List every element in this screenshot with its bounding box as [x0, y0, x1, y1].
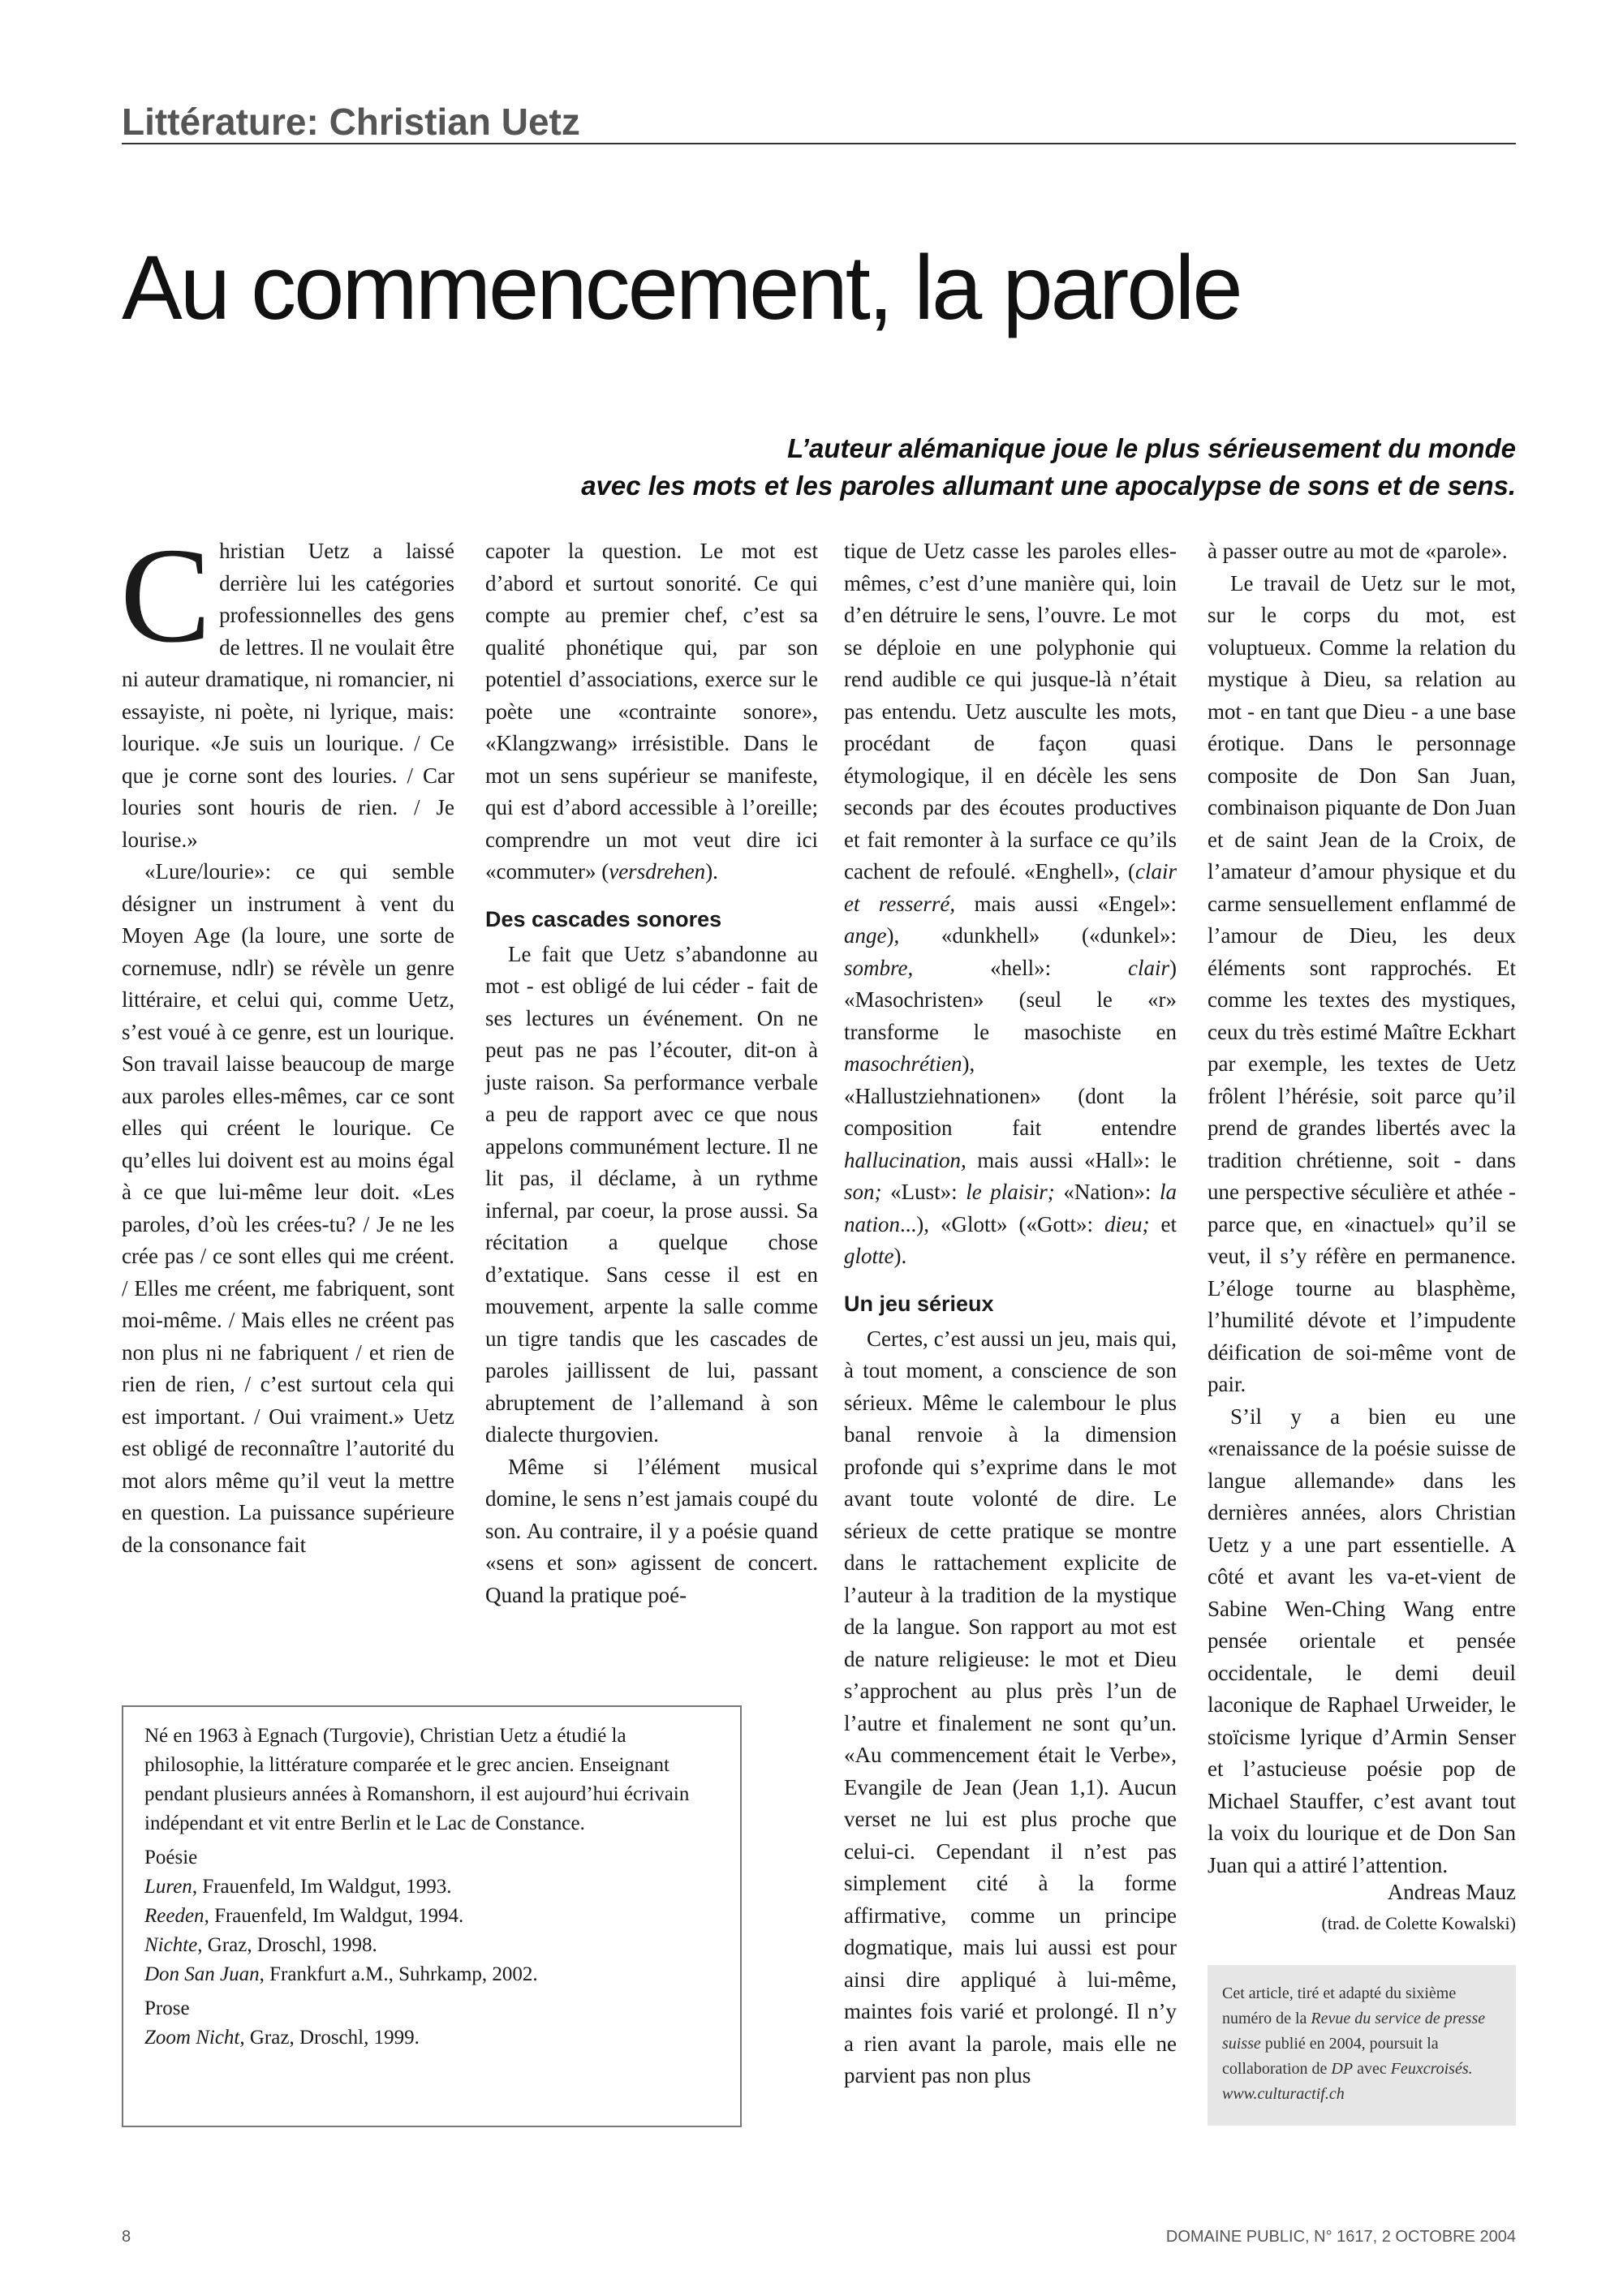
publication-info: DOMAINE PUBLIC, N° 1617, 2 OCTOBRE 2004 [1165, 2228, 1516, 2246]
paragraph: tique de Uetz casse les paroles elles-mêmes, c’est d’une manière qui, loin d’en détruire le sens, l’ouvre. Le mot se déploie en une polyphonie qui rend audible ce qui jusque-là n’était pas entendu. Uetz ausculte les mots, procédant de façon quasi étymologique, il en décèle les sens seconds par des écoutes productives et fait remonter à la surface ce qu’ils cachent de refoulé. «Enghell», (clair et resserré, mais aussi «Engel»: ange), «dunkhell» («dunkel»: sombre, «hell»: clair) «Masochristen» (seul le «r» transforme le masochiste en masochrétien), «Hallustziehnationen» (dont la composition fait entendre hallucination, mais aussi «Hall»: le son; «Lust»: le plaisir; «Nation»: la nation...), «Glott» («Gott»: dieu; et glotte). [844, 539, 1177, 1268]
poetry-heading: Poésie [144, 1847, 198, 1868]
bibliography-item: Don San Juan, Frankfurt a.M., Suhrkamp, 2002. [144, 1963, 538, 1985]
lead-line-2: avec les mots et les paroles allumant une apocalypse de sons et de sens. [581, 471, 1516, 501]
paragraph: «Lure/lourie»: ce qui semble désigner un instrument à vent du Moyen Age (la loure, une sorte de cornemuse, ndlr) se révèle un genre littéraire, et celui qui, comme Uetz, s’est voué à ce genre, est un lourique. Son travail laisse beaucoup de marge aux paroles elles-mêmes, car ce sont elles qui créent le lourique. Ce qu’elles lui doivent est au moins égal à ce que lui-même leur doit. «Les paroles, d’où les crées-tu? / Je ne les crée pas / ce sont elles qui me créent. / Elles me créent, me fabriquent, sont moi-même. / Mais elles ne créent pas non plus ni ne fabriquent / et rien de rien de rien, / c’est surtout cela qui est important. / Oui vraiment.» Uetz est obligé de reconnaître l’autorité du mot alors même qu’il veut la mettre en question. La puissance supérieure de la consonance fait [122, 859, 454, 1557]
article-column-2 [485, 535, 818, 1639]
paragraph: Certes, c’est aussi un jeu, mais qui, à tout moment, a conscience de son sérieux. Même le calembour le plus banal renvoie à la dimension profonde qui s’exprime dans le mot avant toute volonté de dire. Le sérieux de cette pratique se montre dans le rattachement explicite de l’auteur à la tradition de la mystique de la langue. Son rapport au mot est de nature religieuse: le mot et Dieu s’approchent au plus près l’un de l’autre et finalement ne sont qu’un. «Au commencement était le Verbe», Evangile de Jean (Jean 1,1). Aucun verset ne lui est plus proche que celui-ci. Cependant il n’est pas simplement cité à la forme affirmative, comme un principe dogmatique, mais lui aussi est pour ainsi dire appliqué à lui-même, maintes fois varié et prolongé. Il n’y a rien avant la parole, mais elle ne parvient pas non plus [844, 1326, 1177, 2087]
drop-cap: C [120, 520, 212, 671]
paragraph: Christian Uetz a laissé derrière lui les catégories professionnelles des gens de lettres. Il ne voulait être ni auteur dramatique, ni romancier, ni essayiste, ni poète, ni lyrique, mais: lourique. «Je suis un lourique. / Ce que je corne sont des louries. / Car louries sont houris de rien. / Je lourise.» [120, 520, 454, 852]
author-signature: Andreas Mauz [1387, 1880, 1516, 1904]
article-title: Au commencement, la parole [122, 237, 1241, 338]
lead-line-1: L’auteur alémanique joue le plus sérieusement du monde [787, 433, 1516, 463]
bio-intro: Né en 1963 à Egnach (Turgovie), Christian Uetz a étudié la philosophie, la littérature comparée et le grec ancien. Enseignant pendant plusieurs années à Romanshorn, il est aujourd’hui écrivain indépendant et vit entre Berlin et le Lac de Constance. [144, 1725, 690, 1834]
prose-heading: Prose [144, 1997, 190, 2019]
subheading: Un jeu sérieux [844, 1291, 994, 1316]
paragraph: Même si l’élément musical domine, le sens n’est jamais coupé du son. Au contraire, il y a poésie quand «sens et son» agissent de concert. Quand la pratique poé- [485, 1454, 818, 1607]
website-link[interactable]: www.culturactif.ch [1222, 2085, 1345, 2103]
paragraph: Le fait que Uetz s’abandonne au mot - est obligé de lui céder - fait de ses lectures un événement. On ne peut pas ne pas l’écouter, dit-on à juste raison. Sa performance verbale a peu de rapport avec ce que nous appelons communément lecture. Il ne lit pas, il déclame, à un rythme infernal, par coeur, la prose aussi. Sa récitation a quelque chose d’extatique. Sans cesse il est en mouvement, arpente la salle comme un tigre tandis que les cascades de paroles jaillissent de lui, passant abruptement de l’allemand à son dialecte thurgovien. [485, 941, 818, 1447]
translator-credit: (trad. de Colette Kowalski) [1321, 1913, 1516, 1933]
source-note-box: Cet article, tiré et adapté du sixième numéro de la Revue du service de presse suisse publié en 2004, poursuit la collaboration de DP avec Feuxcroisés. www.culturactif.ch [1208, 1965, 1516, 2126]
bibliography-item: Reeden, Frauenfeld, Im Waldgut, 1994. [144, 1905, 464, 1927]
article-column-4 [1208, 535, 1516, 1877]
bibliography-item: Nichte, Graz, Droschl, 1998. [144, 1934, 377, 1956]
author-bio-box [122, 1705, 742, 2127]
paragraph: S’il y a bien eu une «renaissance de la poésie suisse de langue allemande» dans les dernières années, alors Christian Uetz y a une part essentielle. A côté et avant les va-et-vient de Sabine Wen-Ching Wang entre pensée orientale et pensée occidentale, le demi deuil laconique de Raphael Urweider, le stoïcisme lyrique d’Armin Senser et l’astucieuse poésie pop de Michael Stauffer, c’est avant tout la voix du lourique et de Don San Juan qui a attiré l’attention. [1208, 1404, 1516, 1877]
section-rubric: Littérature: Christian Uetz [122, 99, 1516, 144]
bibliography-item: Luren, Frauenfeld, Im Waldgut, 1993. [144, 1876, 452, 1898]
article-lead [325, 430, 1516, 505]
paragraph: à passer outre au mot de «parole». [1208, 539, 1508, 563]
page-number: 8 [122, 2228, 131, 2246]
article-column-1 [120, 520, 454, 1639]
article-column-3 [844, 535, 1177, 2158]
paragraph: capoter la question. Le mot est d’abord et surtout sonorité. Ce qui compte au premier chef, c’est sa qualité phonétique qui, par son potentiel d’associations, exerce sur le poète une «contrainte sonore», «Klangzwang» irrésistible. Dans le mot un sens supérieur se manifeste, qui est d’abord accessible à l’oreille; comprendre un mot veut dire ici «commuter» (versdrehen). [485, 539, 818, 884]
bibliography-item: Zoom Nicht, Graz, Droschl, 1999. [144, 2027, 420, 2049]
subheading: Des cascades sonores [485, 906, 722, 931]
paragraph: Le travail de Uetz sur le mot, sur le corps du mot, est voluptueux. Comme la relation du mystique à Dieu, sa relation au mot - en tant que Dieu - a une base érotique. Dans le personnage composite de Don San Juan, combinaison piquante de Don Juan et de saint Jean de la Croix, de l’amateur d’amour physique et du carme sensuellement enflammé de l’amour de Dieu, les deux éléments sont rapprochés. Et comme les textes des mystiques, ceux du très estimé Maître Eckhart par exemple, les textes de Uetz frôlent l’hérésie, soit parce qu’il prend de grandes libertés avec la tradition chrétienne, soit - dans une perspective séculière et athée - parce que, en «inactuel» qu’il se veut, il s’y réfère en permanence. L’éloge tourne au blasphème, l’humilité dévote et l’impudente déification de soi-même vont de pair. [1208, 570, 1516, 1396]
